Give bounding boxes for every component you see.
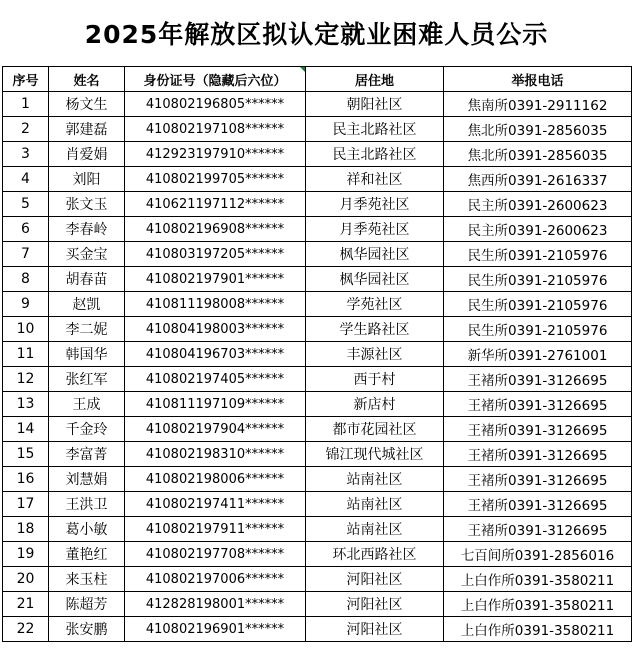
header-no: 序号	[3, 67, 49, 92]
cell-id: 410803197205******	[125, 242, 306, 267]
table-row	[3, 117, 632, 142]
table-row	[3, 142, 632, 167]
cell-no: 14	[3, 417, 49, 442]
cell-name: 郭建磊	[49, 117, 125, 142]
table-row	[3, 167, 632, 192]
cell-residence: 枫华园社区	[306, 242, 444, 267]
cell-phone: 上白作所0391-3580211	[444, 592, 632, 617]
cell-no: 12	[3, 367, 49, 392]
table-row	[3, 517, 632, 542]
cell-id: 410811197109******	[125, 392, 306, 417]
cell-residence: 民主北路社区	[306, 142, 444, 167]
table-row	[3, 417, 632, 442]
table-row	[3, 367, 632, 392]
cell-name: 李富菁	[49, 442, 125, 467]
cell-id: 410802196901******	[125, 617, 306, 642]
cell-no: 16	[3, 467, 49, 492]
cell-phone: 王褚所0391-3126695	[444, 392, 632, 417]
cell-name: 王成	[49, 392, 125, 417]
cell-residence: 环北西路社区	[306, 542, 444, 567]
cell-id: 410811198008******	[125, 292, 306, 317]
cell-no: 4	[3, 167, 49, 192]
cell-phone: 上白作所0391-3580211	[444, 617, 632, 642]
table-row	[3, 492, 632, 517]
cell-id: 410802197411******	[125, 492, 306, 517]
cell-no: 19	[3, 542, 49, 567]
cell-no: 7	[3, 242, 49, 267]
cell-id: 412828198001******	[125, 592, 306, 617]
cell-id: 410621197112******	[125, 192, 306, 217]
cell-name: 张文玉	[49, 192, 125, 217]
cell-phone: 王褚所0391-3126695	[444, 417, 632, 442]
cell-phone: 民主所0391-2600623	[444, 217, 632, 242]
cell-residence: 河阳社区	[306, 567, 444, 592]
cell-residence: 学苑社区	[306, 292, 444, 317]
cell-name: 买金宝	[49, 242, 125, 267]
cell-residence: 新店村	[306, 392, 444, 417]
header-residence: 居住地	[306, 67, 444, 92]
cell-name: 李春岭	[49, 217, 125, 242]
table-row	[3, 592, 632, 617]
cell-no: 13	[3, 392, 49, 417]
cell-name: 王洪卫	[49, 492, 125, 517]
cell-phone: 民生所0391-2105976	[444, 317, 632, 342]
cell-no: 3	[3, 142, 49, 167]
cell-residence: 祥和社区	[306, 167, 444, 192]
cell-id: 410804196703******	[125, 342, 306, 367]
table-row	[3, 542, 632, 567]
cell-no: 10	[3, 317, 49, 342]
cell-id: 410802197405******	[125, 367, 306, 392]
cell-name: 李二妮	[49, 317, 125, 342]
cell-no: 20	[3, 567, 49, 592]
cell-no: 18	[3, 517, 49, 542]
cell-residence: 月季苑社区	[306, 217, 444, 242]
cell-phone: 新华所0391-2761001	[444, 342, 632, 367]
cell-phone: 焦北所0391-2856035	[444, 142, 632, 167]
cell-phone: 王褚所0391-3126695	[444, 492, 632, 517]
cell-no: 11	[3, 342, 49, 367]
cell-no: 17	[3, 492, 49, 517]
table-row	[3, 617, 632, 642]
cell-no: 8	[3, 267, 49, 292]
cell-no: 9	[3, 292, 49, 317]
cell-residence: 西于村	[306, 367, 444, 392]
cell-residence: 月季苑社区	[306, 192, 444, 217]
cell-phone: 民生所0391-2105976	[444, 267, 632, 292]
cell-phone: 王褚所0391-3126695	[444, 467, 632, 492]
cell-id: 410802198006******	[125, 467, 306, 492]
cell-id: 412923197910******	[125, 142, 306, 167]
table-row	[3, 317, 632, 342]
header-id: 身份证号（隐藏后六位）	[125, 67, 306, 92]
table-row	[3, 442, 632, 467]
table-header-row	[3, 67, 632, 92]
cell-no: 5	[3, 192, 49, 217]
table-row	[3, 467, 632, 492]
cell-residence: 河阳社区	[306, 592, 444, 617]
cell-no: 15	[3, 442, 49, 467]
header-name: 姓名	[49, 67, 125, 92]
cell-residence: 朝阳社区	[306, 92, 444, 117]
cell-name: 刘阳	[49, 167, 125, 192]
cell-id: 410802198310******	[125, 442, 306, 467]
table-row	[3, 267, 632, 292]
table-row	[3, 242, 632, 267]
cell-residence: 学生路社区	[306, 317, 444, 342]
cell-id: 410802197901******	[125, 267, 306, 292]
cell-phone: 民主所0391-2600623	[444, 192, 632, 217]
cell-name: 陈超芳	[49, 592, 125, 617]
cell-residence: 丰源社区	[306, 342, 444, 367]
table-row	[3, 217, 632, 242]
cell-phone: 焦西所0391-2616337	[444, 167, 632, 192]
cell-residence: 民主北路社区	[306, 117, 444, 142]
cell-residence: 站南社区	[306, 467, 444, 492]
cell-name: 张安鹏	[49, 617, 125, 642]
cell-residence: 枫华园社区	[306, 267, 444, 292]
cell-name: 赵凯	[49, 292, 125, 317]
cell-name: 来玉柱	[49, 567, 125, 592]
table-row	[3, 192, 632, 217]
cell-id: 410802197108******	[125, 117, 306, 142]
header-phone: 举报电话	[444, 67, 632, 92]
cell-name: 肖爱娟	[49, 142, 125, 167]
table-row	[3, 392, 632, 417]
cell-name: 张红军	[49, 367, 125, 392]
cell-residence: 站南社区	[306, 492, 444, 517]
cell-phone: 王褚所0391-3126695	[444, 442, 632, 467]
cell-id: 410802197904******	[125, 417, 306, 442]
cell-no: 6	[3, 217, 49, 242]
cell-phone: 焦北所0391-2856035	[444, 117, 632, 142]
cell-name: 千金玲	[49, 417, 125, 442]
cell-name: 胡春苗	[49, 267, 125, 292]
table-row	[3, 292, 632, 317]
cell-residence: 站南社区	[306, 517, 444, 542]
cell-no: 2	[3, 117, 49, 142]
cell-name: 刘慧娟	[49, 467, 125, 492]
cell-name: 董艳红	[49, 542, 125, 567]
cell-phone: 王褚所0391-3126695	[444, 367, 632, 392]
cell-id: 410804198003******	[125, 317, 306, 342]
cell-phone: 王褚所0391-3126695	[444, 517, 632, 542]
cell-id: 410802196908******	[125, 217, 306, 242]
cell-id: 410802197708******	[125, 542, 306, 567]
cell-name: 葛小敏	[49, 517, 125, 542]
cell-residence: 河阳社区	[306, 617, 444, 642]
cell-id: 410802197006******	[125, 567, 306, 592]
cell-id: 410802196805******	[125, 92, 306, 117]
page-title: 2025年解放区拟认定就业困难人员公示	[84, 20, 549, 49]
cell-id: 410802197911******	[125, 517, 306, 542]
cell-name: 韩国华	[49, 342, 125, 367]
cell-no: 1	[3, 92, 49, 117]
table-row	[3, 92, 632, 117]
cell-no: 22	[3, 617, 49, 642]
cell-id: 410802199705******	[125, 167, 306, 192]
cell-residence: 锦江现代城社区	[306, 442, 444, 467]
cell-phone: 民生所0391-2105976	[444, 242, 632, 267]
table-row	[3, 342, 632, 367]
table-body	[3, 92, 632, 642]
cell-phone: 焦南所0391-2911162	[444, 92, 632, 117]
candidate-table	[2, 66, 632, 642]
cell-name: 杨文生	[49, 92, 125, 117]
cell-phone: 民生所0391-2105976	[444, 292, 632, 317]
cell-phone: 七百间所0391-2856016	[444, 542, 632, 567]
cell-no: 21	[3, 592, 49, 617]
table-row	[3, 567, 632, 592]
cell-residence: 都市花园社区	[306, 417, 444, 442]
cell-phone: 上白作所0391-3580211	[444, 567, 632, 592]
